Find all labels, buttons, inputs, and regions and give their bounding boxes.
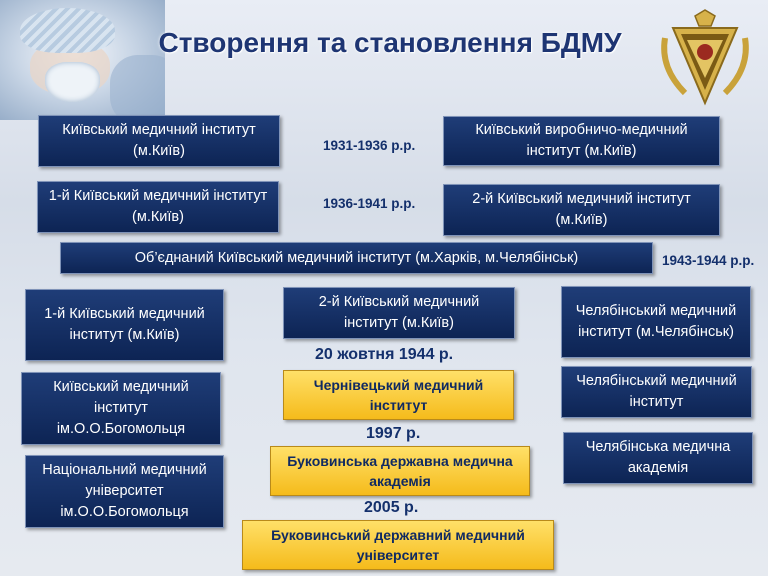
chernivtsi-medical-institute-box: Чернівецький медичний інститут [283,370,514,420]
years-1931-1936-label: 1931-1936 р.р. [323,138,416,153]
chelyabinsk-medical-institute-city-box: Челябінський медичний інститут (м.Челябінськ) [561,286,751,358]
surgeon-photo [0,0,165,120]
first-kyiv-medical-institute-1936-box: 1-й Київський медичний інститут (м.Київ) [37,181,279,233]
bukovina-state-medical-university-box: Буковинський державний медичний університет [242,520,554,570]
bogomolets-medical-institute-box: Київський медичний інститут ім.О.О.Богомольця [21,372,221,445]
years-1936-1941-label: 1936-1941 р.р. [323,196,416,211]
second-kyiv-medical-institute-1936-box: 2-й Київський медичний інститут (м.Київ) [443,184,720,236]
page-title: Створення та становлення БДМУ [158,27,622,58]
bukovina-state-medical-academy-box: Буковинська державна медична академія [270,446,530,496]
date-1997-label: 1997 р. [366,425,421,442]
bogomolets-national-university-box: Національний медичний університет ім.О.О.Богомольця [25,455,224,528]
kyiv-industrial-medical-institute-box: Київський виробничо-медичний інститут (м.Київ) [443,116,720,166]
date-october-1944-label: 20 жовтня 1944 р. [315,346,454,363]
kyiv-medical-institute-1931-box: Київський медичний інститут (м.Київ) [38,115,280,167]
second-kyiv-medical-institute-box: 2-й Київський медичний інститут (м.Київ) [283,287,515,339]
chelyabinsk-medical-institute-box: Челябінський медичний інститут [561,366,752,418]
date-2005-label: 2005 р. [364,499,419,516]
years-1943-1944-label: 1943-1944 р.р. [662,253,755,268]
chelyabinsk-medical-academy-box: Челябінська медична академія [563,432,753,484]
united-kyiv-medical-institute-box: Об’єднаний Київський медичний інститут (м.Харків, м.Челябінськ) [60,242,653,274]
university-crest-icon [655,8,755,108]
first-kyiv-medical-institute-box: 1-й Київський медичний інститут (м.Київ) [25,289,224,361]
